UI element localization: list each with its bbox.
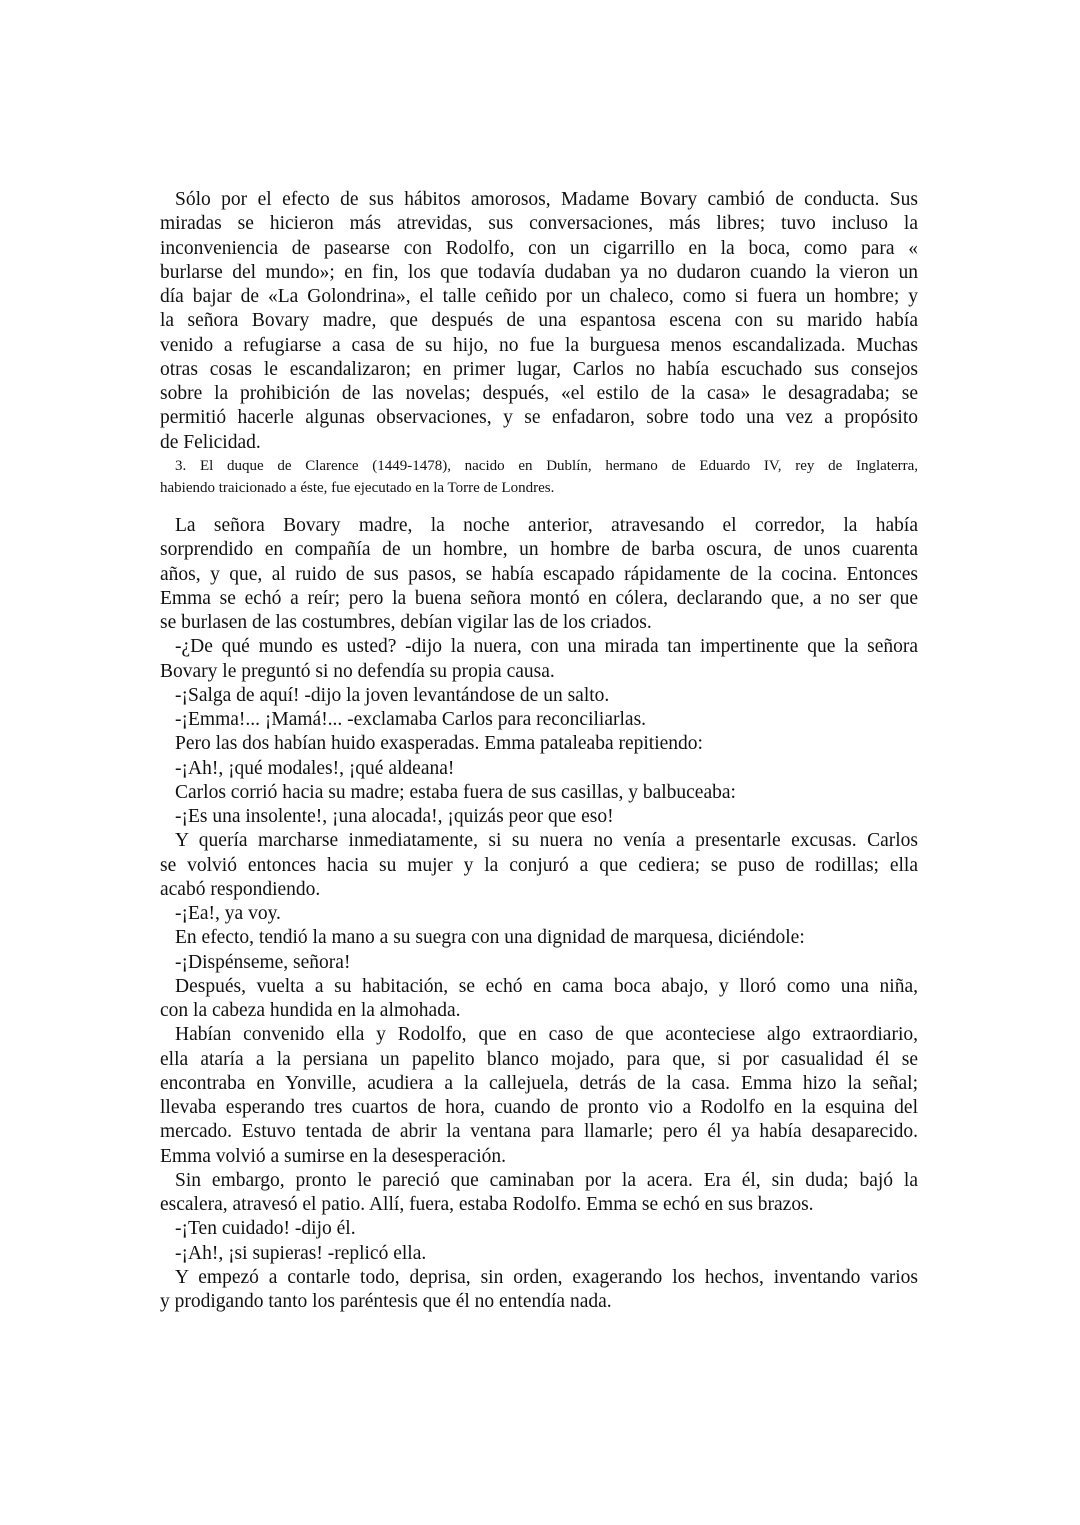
paragraph — [160, 902, 918, 926]
paragraph — [160, 926, 918, 950]
text-line: y prodigando tanto los paréntesis que él no entendía nada. — [160, 1291, 612, 1312]
text-line: -¡Es una insolente!, ¡una alocada!, ¡quizás peor que eso! — [175, 806, 614, 827]
paragraph — [160, 1217, 918, 1241]
text-line: inconveniencia de pasearse con Rodolfo, con un cigarrillo en la boca, como para « — [160, 237, 918, 259]
paragraph — [160, 951, 918, 975]
text-line: años, y que, al ruido de sus pasos, se había escapado rápidamente de la cocina. Entonces — [160, 563, 918, 585]
text-line: Después, vuelta a su habitación, se echó en cama boca abajo, y lloró como una niña, — [175, 975, 918, 997]
text-block — [160, 188, 918, 455]
paragraph — [160, 732, 918, 756]
text-line: otras cosas le escandalizaron; en primer lugar, Carlos no había escuchado sus consejos — [160, 358, 918, 380]
text-line: se volvió entonces hacia su mujer y la conjuró a que cediera; se puso de rodillas; ella — [160, 854, 918, 876]
text-line: Emma volvió a sumirse en la desesperación. — [160, 1145, 507, 1167]
text-line: la señora Bovary madre, que después de una espantosa escena con su marido había — [160, 310, 918, 332]
text-line: sorprendido en compañía de un hombre, un hombre de barba oscura, de unos cuarenta — [160, 539, 918, 561]
text-line: de Felicidad. — [160, 431, 261, 453]
paragraph — [160, 1242, 918, 1266]
text-line: mercado. Estuvo tentada de abrir la ventana para llamarle; pero él ya había desaparecido. — [160, 1121, 918, 1143]
text-line: -¡Emma!... ¡Mamá!... -exclamaba Carlos para reconciliarlas. — [175, 709, 647, 730]
text-line: -¡Dispénseme, señora! — [175, 951, 351, 973]
text-line: La señora Bovary madre, la noche anterior, atravesando el corredor, la había — [175, 515, 918, 536]
text-line: -¡Ten cuidado! -dijo él. — [175, 1218, 356, 1240]
paragraph — [160, 975, 918, 1024]
text-line: Carlos corrió hacia su madre; estaba fuera de sus casillas, y balbuceaba: — [175, 781, 736, 803]
paragraph — [160, 757, 918, 781]
text-line: -¡Salga de aquí! -dijo la joven levantándose de un salto. — [175, 684, 610, 706]
paragraph — [160, 188, 918, 455]
text-line: -¿De qué mundo es usted? -dijo la nuera, con una mirada tan impertinente que la señora — [175, 636, 918, 658]
text-line: 3. El duque de Clarence (1449-1478), nacido en Dublín, hermano de Eduardo IV, rey de Inglaterra, — [175, 458, 918, 474]
text-line: Pero las dos habían huido exasperadas. Emma pataleaba repitiendo: — [175, 733, 703, 755]
paragraph — [160, 1169, 918, 1218]
text-line: permitió hacerle algunas observaciones, y se enfadaron, sobre todo una vez a propósito — [160, 407, 918, 429]
paragraph — [160, 684, 918, 708]
text-line: acabó respondiendo. — [160, 878, 321, 900]
paragraph — [160, 805, 918, 829]
paragraph — [160, 1266, 918, 1315]
text-line: miradas se hicieron más atrevidas, sus conversaciones, más libres; tuvo incluso la — [160, 213, 918, 235]
text-line: -¡Ah!, ¡si supieras! -replicó ella. — [175, 1242, 427, 1264]
text-line: se burlasen de las costumbres, debían vigilar las de los criados. — [160, 612, 652, 633]
footnote — [160, 455, 918, 499]
text-line: Habían convenido ella y Rodolfo, que en caso de que aconteciese algo extraordiario, — [175, 1024, 918, 1046]
paragraph — [160, 455, 918, 499]
text-line: Sólo por el efecto de sus hábitos amorosos, Madame Bovary cambió de conducta. Sus — [175, 189, 918, 210]
paragraph — [160, 781, 918, 805]
text-line: venido a refugiarse a casa de su hijo, no fue la burguesa menos escandalizada. Muchas — [160, 334, 918, 356]
paragraph — [160, 1023, 918, 1169]
text-line: ella ataría a la persiana un papelito blanco mojado, para que, si por casualidad él se — [160, 1048, 918, 1070]
text-line: -¡Ah!, ¡qué modales!, ¡qué aldeana! — [175, 757, 455, 779]
text-line: -¡Ea!, ya voy. — [175, 903, 281, 924]
text-line: Emma se echó a reír; pero la buena señora montó en cólera, declarando que, a no ser que — [160, 587, 918, 609]
text-line: Y empezó a contarle todo, deprisa, sin orden, exagerando los hechos, inventando varios — [175, 1266, 918, 1288]
text-line: Bovary le preguntó si no defendía su propia causa. — [160, 660, 555, 682]
text-line: llevaba esperando tres cuartos de hora, cuando de pronto vio a Rodolfo en la esquina del — [160, 1097, 918, 1118]
text-line: Sin embargo, pronto le pareció que caminaban por la acera. Era él, sin duda; bajó la — [175, 1169, 918, 1191]
text-line: día bajar de «La Golondrina», el talle ceñido por un chaleco, como si fuera un hombre; y — [160, 286, 918, 307]
text-line: escalera, atravesó el patio. Allí, fuera, estaba Rodolfo. Emma se echó en sus brazos. — [160, 1194, 814, 1215]
paragraph — [160, 635, 918, 684]
paragraph — [160, 829, 918, 902]
text-block — [160, 514, 918, 1314]
text-line: con la cabeza hundida en la almohada. — [160, 1000, 461, 1021]
text-line: En efecto, tendió la mano a su suegra con una dignidad de marquesa, diciéndole: — [175, 927, 805, 949]
text-line: burlarse del mundo»; en fin, los que todavía dudaban ya no dudaron cuando la vieron un — [160, 261, 918, 283]
text-line: sobre la prohibición de las novelas; después, «el estilo de la casa» le desagradaba; se — [160, 383, 918, 404]
paragraph — [160, 708, 918, 732]
paragraph — [160, 514, 918, 635]
text-line: Y quería marcharse inmediatamente, si su nuera no venía a presentarle excusas. Carlos — [175, 830, 918, 852]
text-line: habiendo traicionado a éste, fue ejecutado en la Torre de Londres. — [160, 480, 555, 496]
text-line: encontraba en Yonville, acudiera a la callejuela, detrás de la casa. Emma hizo la señal; — [160, 1072, 918, 1094]
